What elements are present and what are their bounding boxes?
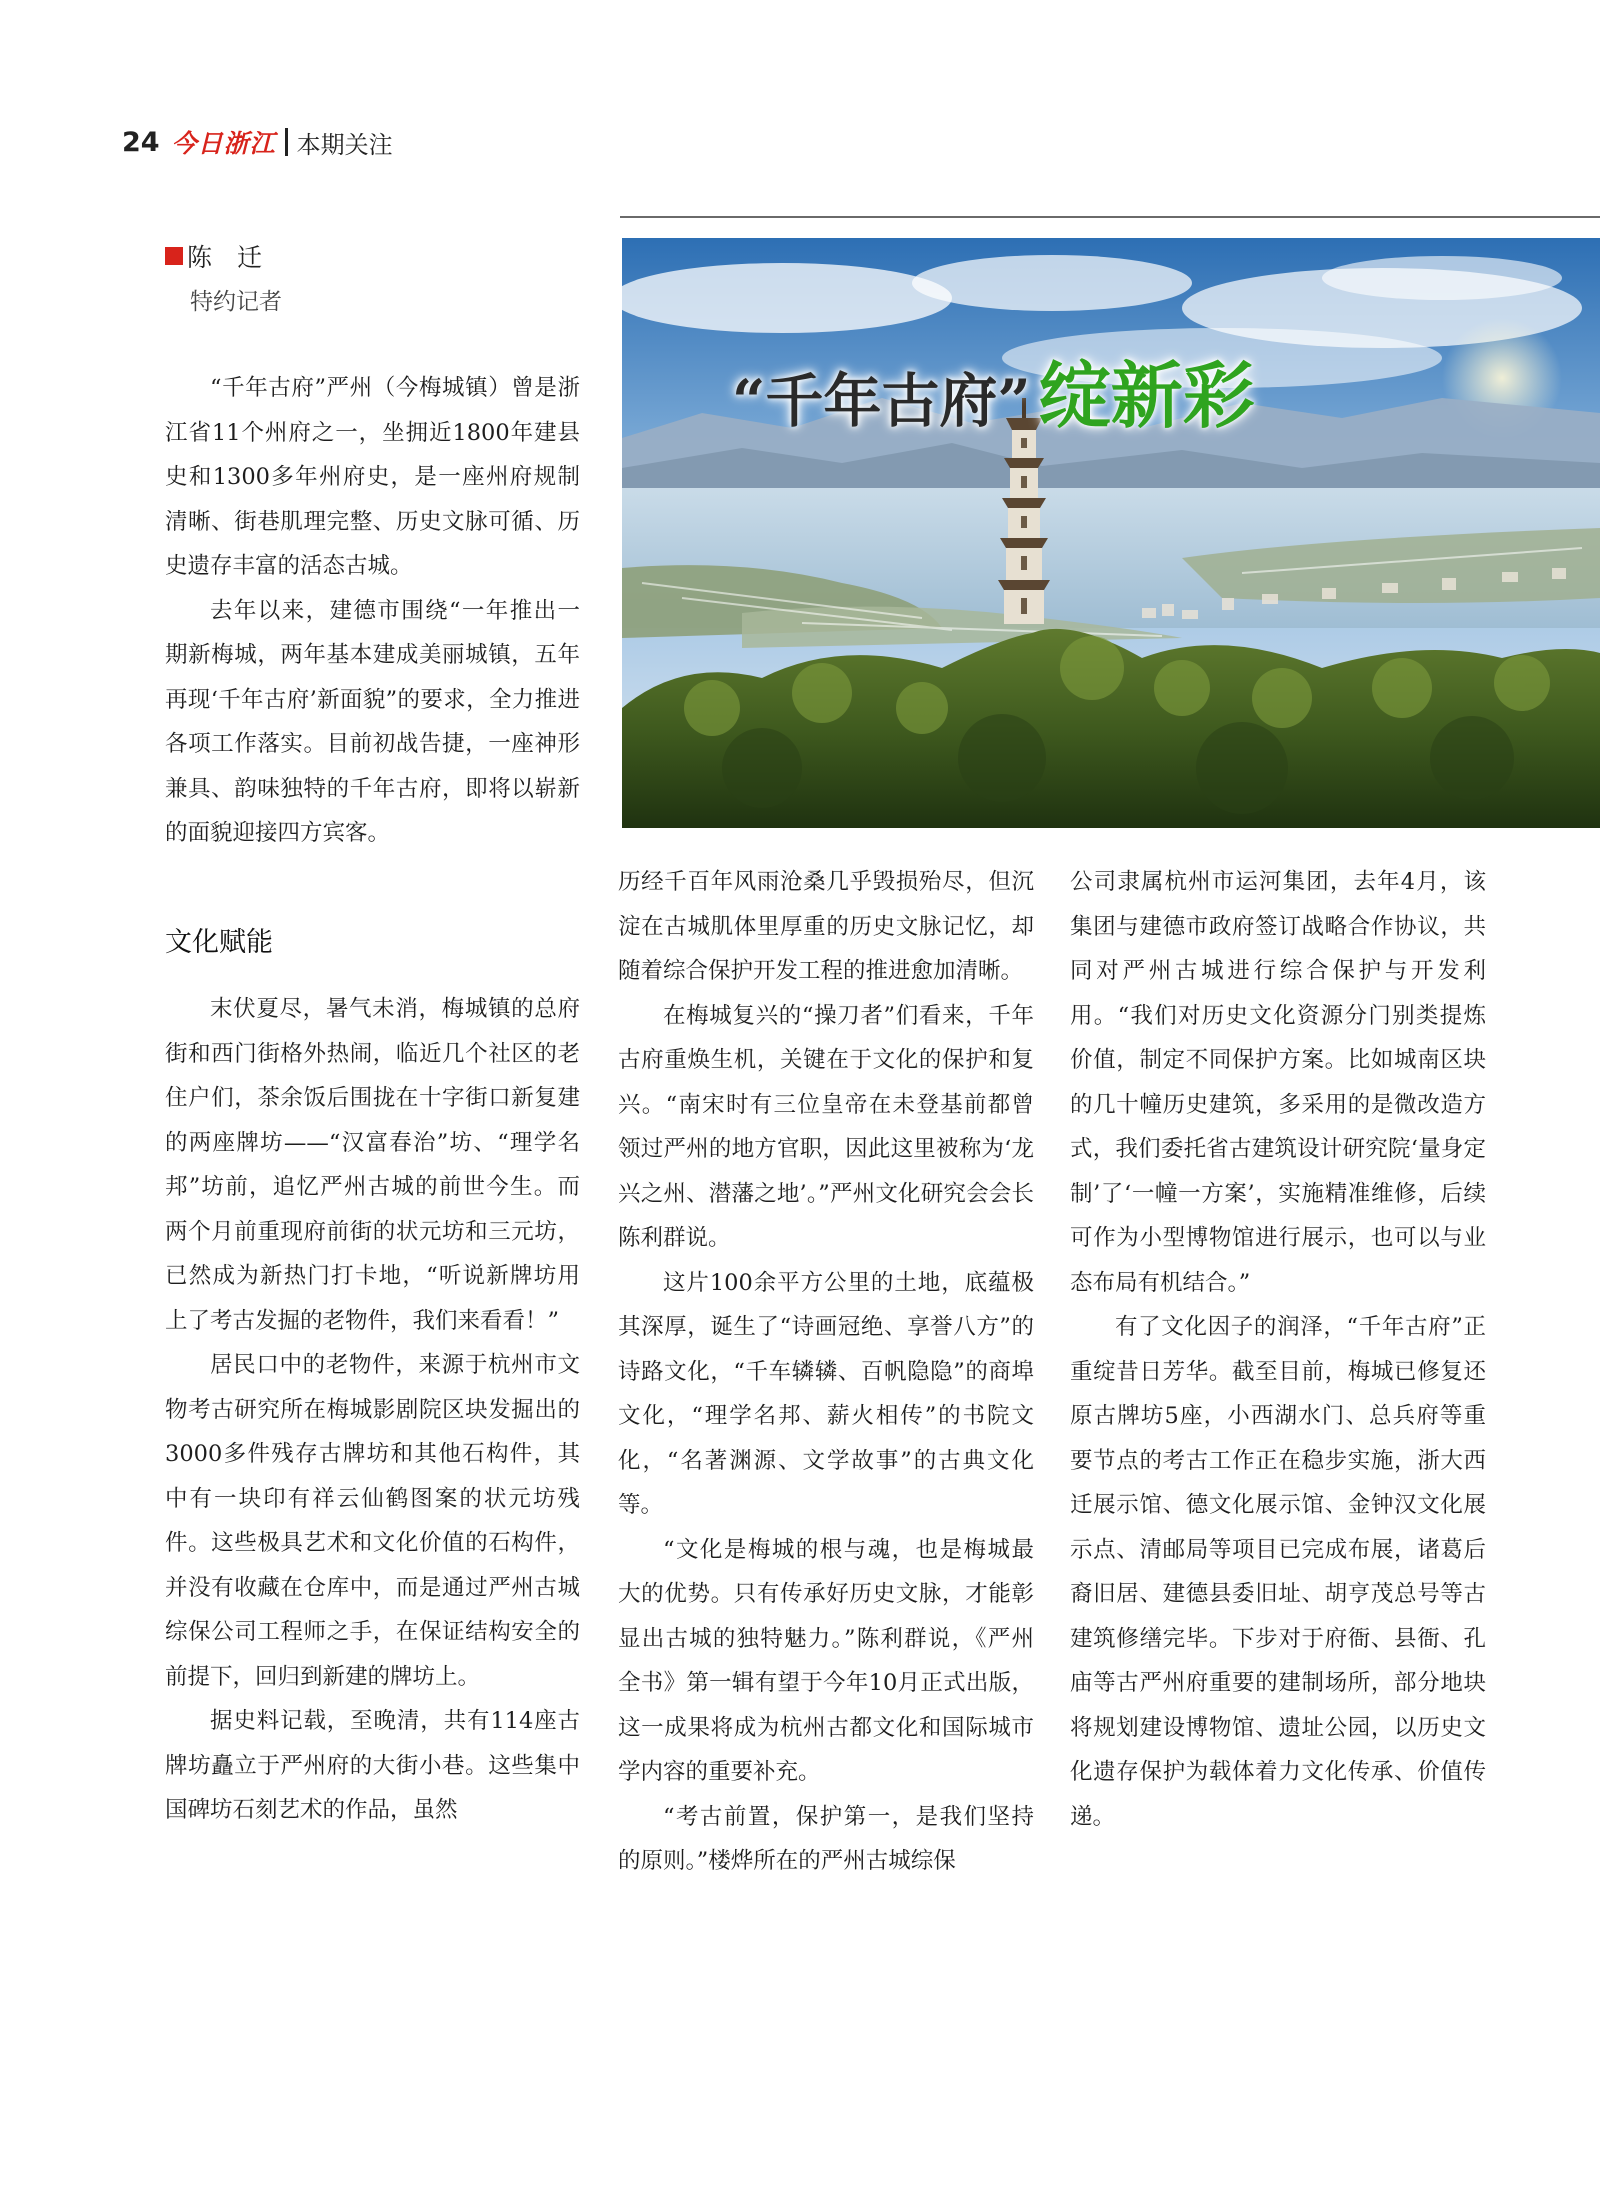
paragraph: 据史料记载，至晚清，共有114座古牌坊矗立于严州府的大街小巷。这些集中国碑坊石刻艺术的作品，虽然 [165,1708,580,1823]
hero-photo [622,238,1600,828]
paragraph: “文化是梅城的根与魂，也是梅城最大的优势。只有传承好历史文脉，才能彰显出古城的独特魅力。”陈利群说，《严州全书》第一辑有望于今年10月正式出版，这一成果将成为杭州古都文化和国际城市学内容的重要补充。 [618,1536,1034,1785]
paragraph: 公司隶属杭州市运河集团，去年4月，该集团与建德市政府签订战略合作协议，共同对严州古城进行综合保护与开发利用。“我们对历史文化资源分门别类提炼价值，制定不同保护方案。比如城南区块的几十幢历史建筑，多采用的是微改造方式，我们委托省古建筑设计研究院‘量身定制’了‘一幢一方案’，实施精准维修，后续可作为小型博物馆进行展示，也可以与业态布局有机结合。” [1070,869,1486,1296]
paragraph: 历经千百年风雨沧桑几乎毁损殆尽，但沉淀在古城肌体里厚重的历史文脉记忆，却随着综合保护开发工程的推进愈加清晰。 [618,869,1034,984]
intro-paragraph: 去年以来，建德市围绕“一年推出一期新梅城，两年基本建成美丽城镇，五年再现‘千年古府’新面貌”的要求，全力推进各项工作落实。目前初战告捷，一座神形兼具、韵味独特的千年古府，即将以崭新的面貌迎接四方宾客。 [165,597,580,846]
header-divider [285,128,288,156]
magazine-logo: 今日浙江 [171,129,276,158]
page-number: 24 [122,126,160,158]
paragraph: 末伏夏尽，暑气未消，梅城镇的总府街和西门街格外热闹，临近几个社区的老住户们，茶余饭后围拢在十字街口新复建的两座牌坊——“汉富春治”坊、“理学名邦”坊前，追忆严州古城的前世今生。而两个月前重现府前街的状元坊和三元坊，已然成为新热门打卡地，“听说新牌坊用上了考古发掘的老物件，我们来看看！” [165,996,580,1334]
headline-part-1: “千年古府” [732,367,1031,435]
body-column-1 [165,987,580,1833]
paragraph: 有了文化因子的润泽，“千年古府”正重绽昔日芳华。截至目前，梅城已修复还原古牌坊5座，小西湖水门、总兵府等重要节点的考古工作正在稳步实施，浙大西迁展示馆、德文化展示馆、金钟汉文化展示点、清邮局等项目已完成布展，诸葛后裔旧居、建德县委旧址、胡亨茂总号等古建筑修缮完毕。下步对于府衙、县衙、孔庙等古严州府重要的建制场所，部分地块将规划建设博物馆、遗址公园，以历史文化遗存保护为载体着力文化传承、价值传递。 [1070,1314,1486,1830]
body-column-3 [1070,860,1486,1839]
subheading: 文化赋能 [165,927,273,958]
byline-marker [165,247,183,265]
page-header [122,122,393,162]
headline-part-2: 绽新彩 [1038,353,1255,438]
paragraph: 在梅城复兴的“操刀者”们看来，千年古府重焕生机，关键在于文化的保护和复兴。“南宋时有三位皇帝在未登基前都曾领过严州的地方官职，因此这里被称为‘龙兴之州、潜藩之地’。”严州文化研究会会长陈利群说。 [618,1002,1034,1251]
author-name: 陈 迁 [187,243,263,272]
intro-paragraph: “千年古府”严州（今梅城镇）曾是浙江省11个州府之一，坐拥近1800年建县史和1300多年州府史，是一座州府规制清晰、街巷肌理完整、历史文脉可循、历史遗存丰富的活态古城。 [165,375,580,579]
top-rule [620,216,1600,218]
paragraph: “考古前置，保护第一，是我们坚持的原则。”楼烨所在的严州古城综保 [618,1803,1034,1874]
section-title: 本期关注 [296,130,393,159]
paragraph: 这片100余平方公里的土地，底蕴极其深厚，诞生了“诗画冠绝、享誉八方”的诗路文化，“千车辚辚、百帆隐隐”的商埠文化，“理学名邦、薪火相传”的书院文化，“名著渊源、文学故事”的古典文化等。 [618,1269,1034,1518]
intro-column [165,366,580,856]
byline [165,238,262,274]
paragraph: 居民口中的老物件，来源于杭州市文物考古研究所在梅城影剧院区块发掘出的3000多件残存古牌坊和其他石构件，其中有一块印有祥云仙鹤图案的状元坊残件。这些极具艺术和文化价值的石构件，并没有收藏在仓库中，而是通过严州古城综保公司工程师之手，在保证结构安全的前提下，回归到新建的牌坊上。 [165,1352,580,1690]
headline [732,338,1255,442]
author-role: 特约记者 [190,289,282,315]
body-column-2 [618,860,1034,1884]
landscape-illustration [622,238,1600,828]
